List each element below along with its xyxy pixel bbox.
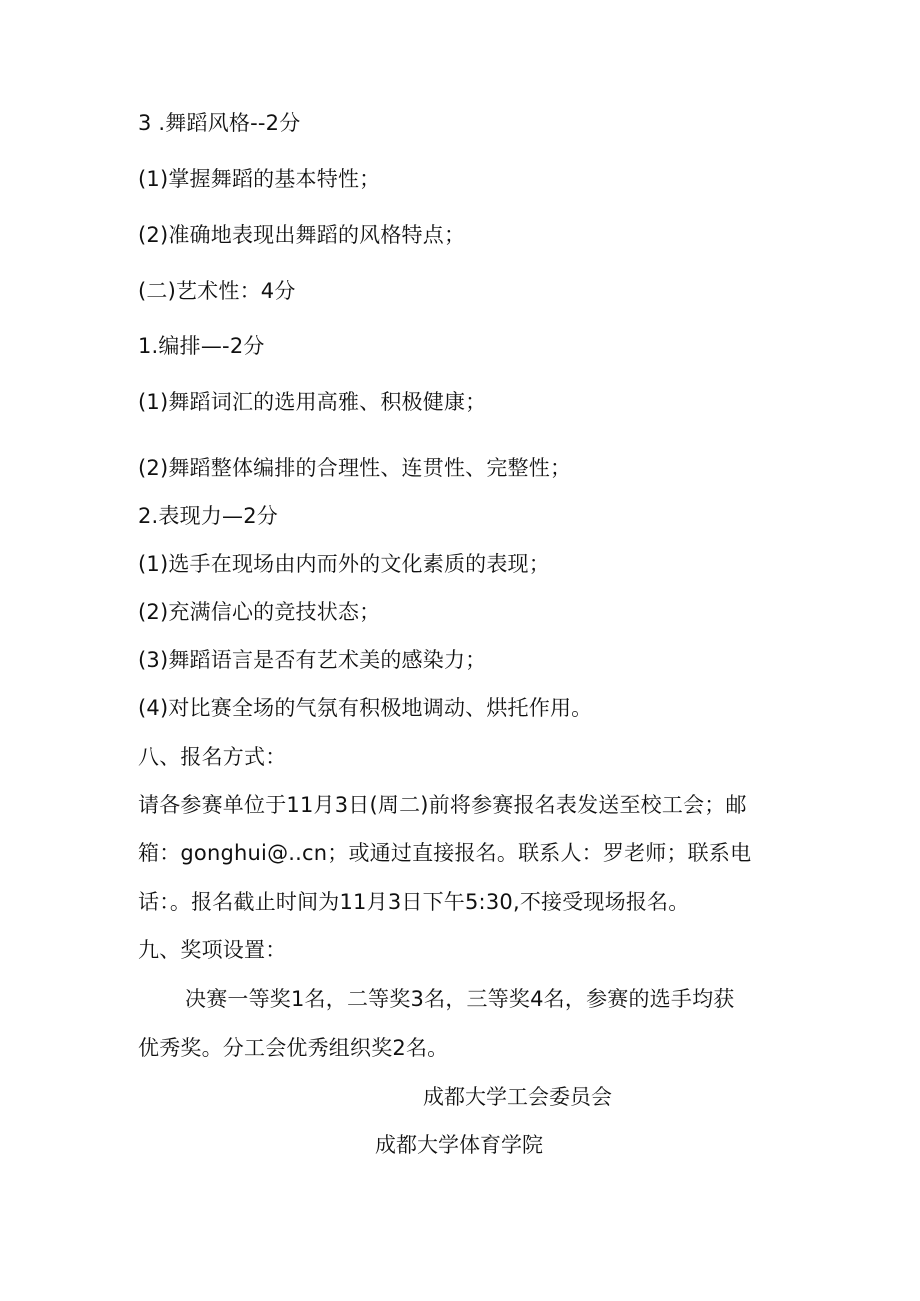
criteria-item: (3)舞蹈语言是否有艺术美的感染力； bbox=[138, 648, 487, 672]
registration-paragraph-line: 请各参赛单位于11月3日(周二)前将参赛报名表发送至校工会；邮 bbox=[138, 793, 747, 817]
awards-paragraph-line: 决赛一等奖1名，二等奖3名，三等奖4名，参赛的选手均获 bbox=[185, 987, 735, 1011]
registration-paragraph-line: 话：。报名截止时间为11月3日下午5:30,不接受现场报名。 bbox=[138, 890, 690, 914]
section-dance-style: 3 .舞蹈风格--2分 bbox=[138, 111, 301, 135]
criteria-item: (1)选手在现场由内而外的文化素质的表现； bbox=[138, 552, 550, 576]
section-expressiveness: 2.表现力—2分 bbox=[138, 504, 278, 528]
registration-paragraph-line: 箱：gonghui@..cn；或通过直接报名。联系人：罗老师；联系电 bbox=[138, 841, 752, 865]
section-choreography: 1.编排—-2分 bbox=[138, 334, 265, 358]
criteria-item: (2)舞蹈整体编排的合理性、连贯性、完整性； bbox=[138, 456, 572, 480]
section-registration: 八、报名方式： bbox=[138, 745, 287, 769]
criteria-item: (1)舞蹈词汇的选用高雅、积极健康； bbox=[138, 390, 487, 414]
criteria-item: (2)充满信心的竞技状态； bbox=[138, 600, 381, 624]
signature-union-committee: 成都大学工会委员会 bbox=[423, 1085, 612, 1109]
criteria-item: (4)对比赛全场的气氛有积极地调动、烘托作用。 bbox=[138, 696, 593, 720]
awards-paragraph-line: 优秀奖。分工会优秀组织奖2名。 bbox=[138, 1036, 449, 1060]
section-awards: 九、奖项设置： bbox=[138, 938, 287, 962]
criteria-item: (2)准确地表现出舞蹈的风格特点； bbox=[138, 223, 466, 247]
signature-sports-college: 成都大学体育学院 bbox=[375, 1133, 543, 1157]
criteria-item: (1)掌握舞蹈的基本特性； bbox=[138, 167, 381, 191]
section-artistry: (二)艺术性：4分 bbox=[138, 279, 296, 303]
